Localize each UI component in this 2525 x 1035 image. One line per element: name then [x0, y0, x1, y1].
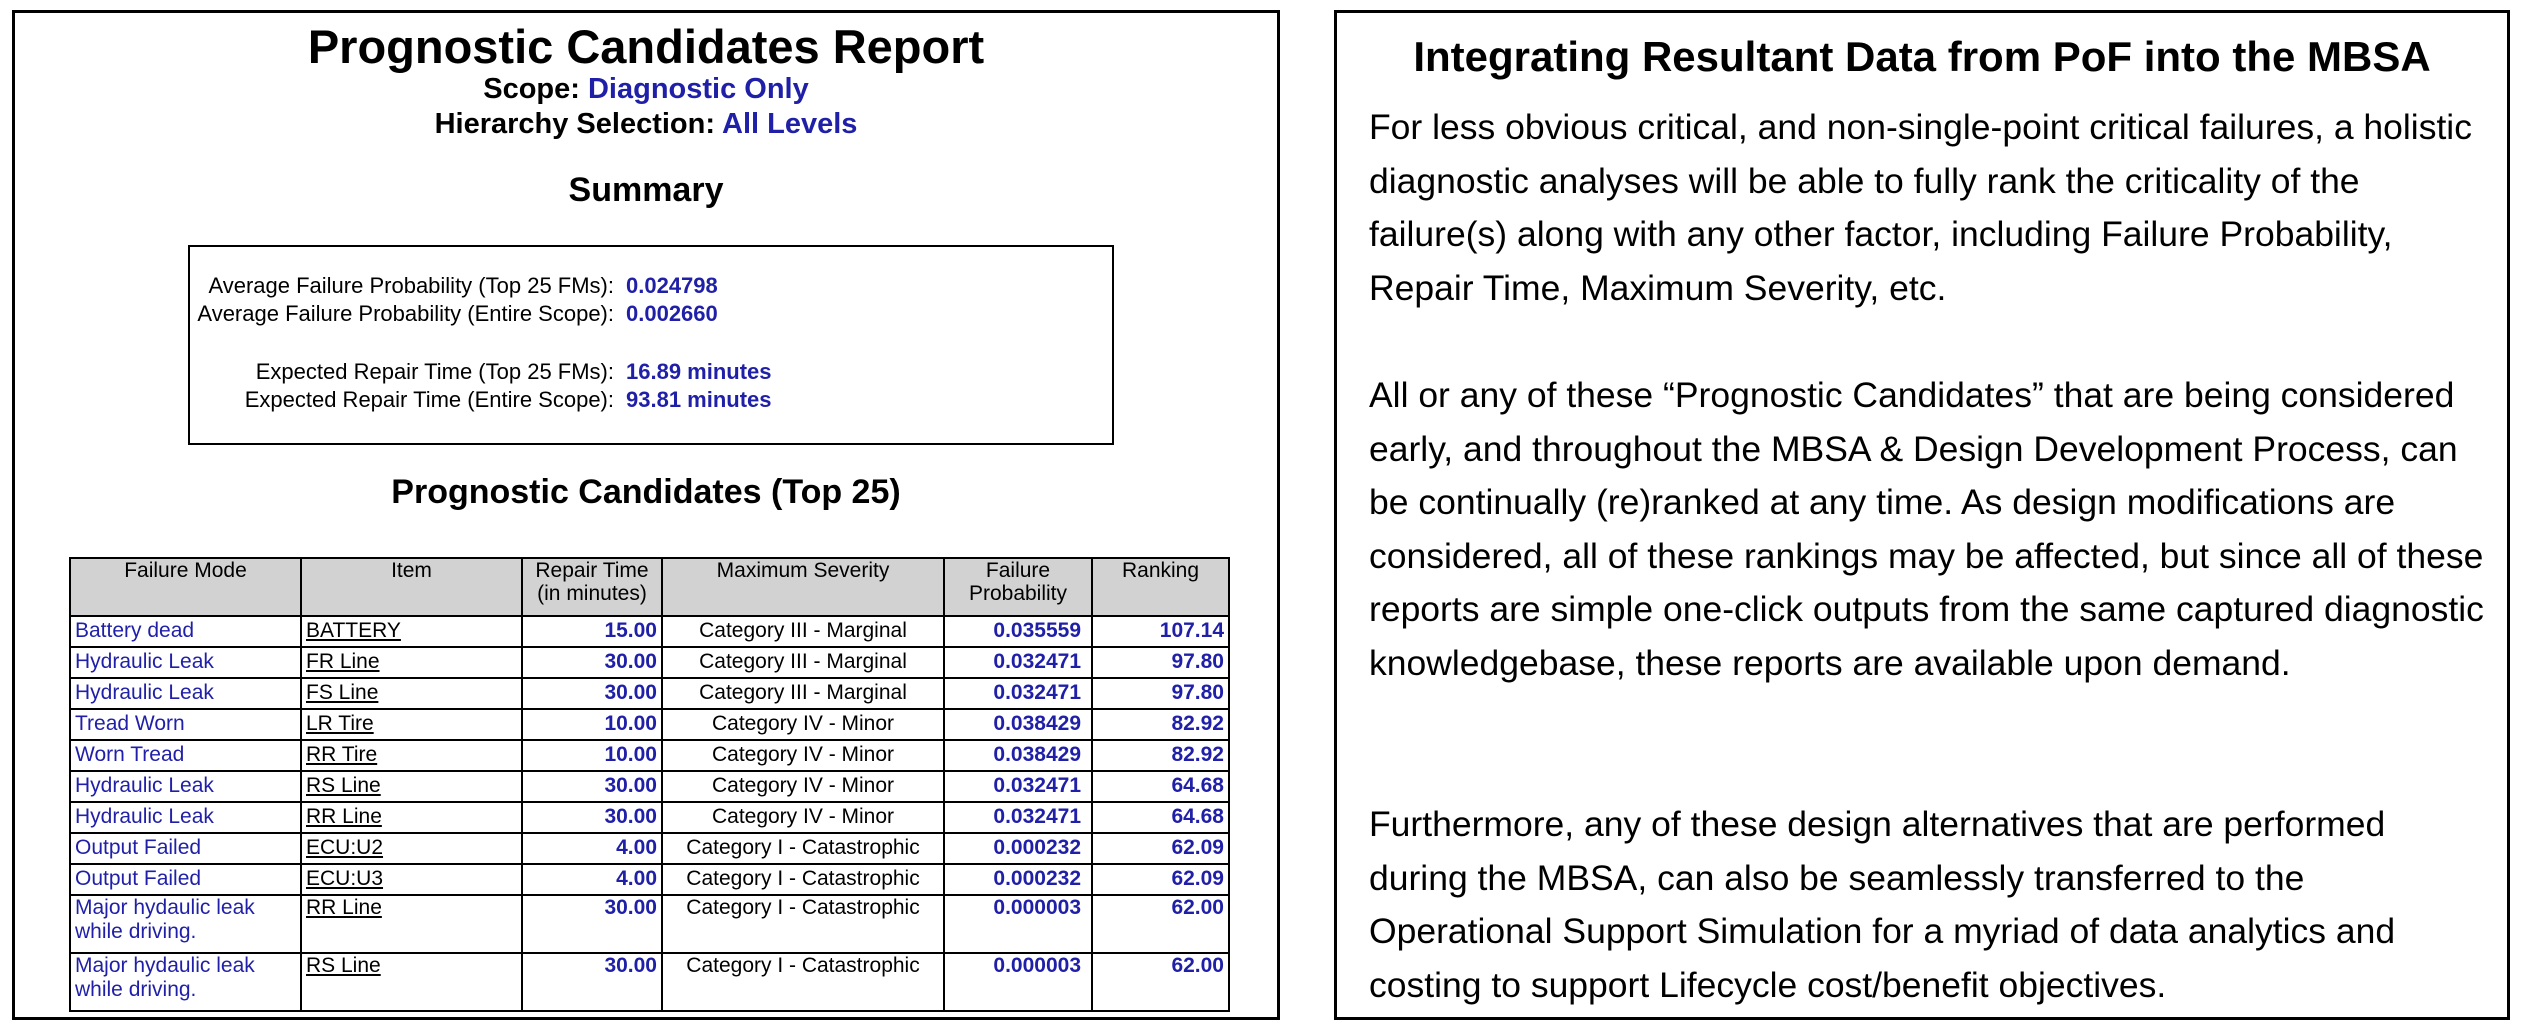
cell-item-link[interactable]: RR Line	[301, 802, 522, 833]
table-row	[70, 709, 1229, 740]
cell-repair-time: 30.00	[522, 895, 662, 953]
cell-probability: 0.000232	[944, 864, 1092, 895]
cell-item-link[interactable]: RR Tire	[301, 740, 522, 771]
cell-failure-mode[interactable]: Battery dead	[70, 616, 301, 647]
hierarchy-value: All Levels	[722, 108, 858, 140]
cell-probability: 0.000003	[944, 895, 1092, 953]
cell-failure-mode[interactable]: Major hydaulic leak while driving.	[70, 953, 301, 1011]
hierarchy-label: Hierarchy Selection:	[434, 108, 716, 140]
cell-severity: Category IV - Minor	[662, 740, 944, 771]
cell-item-link[interactable]: RR Line	[301, 895, 522, 953]
cell-repair-time: 30.00	[522, 647, 662, 678]
paragraph-design-alternatives: Furthermore, any of these design alternatives that are performed during the MBSA, can also be seamlessly transferred to the Operational Support Simulation for a myriad of data analytics and costing to support Lifecycle cost/benefit objectives.	[1369, 804, 2396, 1005]
table-row	[70, 953, 1229, 1011]
summary-label: Average Failure Probability (Entire Scope):	[197, 301, 614, 326]
cell-item-link[interactable]: RS Line	[301, 953, 522, 1011]
cell-severity: Category I - Catastrophic	[662, 895, 944, 953]
cell-ranking: 82.92	[1092, 740, 1229, 771]
cell-ranking: 64.68	[1092, 771, 1229, 802]
cell-ranking: 97.80	[1092, 678, 1229, 709]
cell-failure-mode[interactable]: Worn Tread	[70, 740, 301, 771]
cell-probability: 0.032471	[944, 647, 1092, 678]
cell-item-link[interactable]: RS Line	[301, 771, 522, 802]
cell-failure-mode[interactable]: Hydraulic Leak	[70, 647, 301, 678]
cell-severity: Category I - Catastrophic	[662, 953, 944, 1011]
table-row	[70, 740, 1229, 771]
summary-row	[190, 271, 1112, 301]
summary-heading: Summary	[568, 171, 724, 209]
cell-probability: 0.032471	[944, 771, 1092, 802]
summary-box	[188, 245, 1114, 445]
cell-probability: 0.038429	[944, 709, 1092, 740]
cell-ranking: 62.00	[1092, 953, 1229, 1011]
table-row	[70, 833, 1229, 864]
cell-repair-time: 30.00	[522, 678, 662, 709]
cell-ranking: 82.92	[1092, 709, 1229, 740]
cell-ranking: 62.09	[1092, 833, 1229, 864]
scope-label: Scope:	[483, 73, 580, 105]
text-panel-heading: Integrating Resultant Data from PoF into the MBSA	[1413, 33, 2431, 80]
column-header-maximum-severity: Maximum Severity	[662, 558, 944, 616]
cell-ranking: 64.68	[1092, 802, 1229, 833]
summary-label: Expected Repair Time (Top 25 FMs):	[255, 359, 614, 384]
cell-failure-mode[interactable]: Hydraulic Leak	[70, 771, 301, 802]
cell-severity: Category I - Catastrophic	[662, 864, 944, 895]
summary-row	[190, 299, 1112, 329]
prognostic-report-panel	[12, 10, 1280, 1020]
cell-severity: Category I - Catastrophic	[662, 833, 944, 864]
column-header-repair-time: Repair Time (in minutes)	[522, 558, 662, 616]
table-row	[70, 678, 1229, 709]
table-row	[70, 771, 1229, 802]
paragraph-prognostic-candidates: All or any of these “Prognostic Candidates” that are being considered early, and throughout the MBSA & Design Development Process, can be continually (re)ranked at any time. As design modifications are considered, all of these rankings may be affected, but since all of these reports are simple one-click outputs from the same captured diagnostic knowledgebase, these reports are available upon demand.	[1369, 375, 2484, 683]
cell-repair-time: 10.00	[522, 740, 662, 771]
paragraph-ranking-criticality: For less obvious critical, and non-single-point critical failures, a holistic diagnostic analyses will be able to fully rank the criticality of the failure(s) along with any other factor, including Failure Probability, Repair Time, Maximum Severity, etc.	[1369, 107, 2472, 308]
cell-ranking: 97.80	[1092, 647, 1229, 678]
cell-repair-time: 30.00	[522, 953, 662, 1011]
cell-ranking: 62.09	[1092, 864, 1229, 895]
cell-repair-time: 30.00	[522, 771, 662, 802]
table-row	[70, 647, 1229, 678]
cell-repair-time: 30.00	[522, 802, 662, 833]
cell-severity: Category III - Marginal	[662, 647, 944, 678]
cell-severity: Category IV - Minor	[662, 771, 944, 802]
cell-repair-time: 4.00	[522, 833, 662, 864]
cell-failure-mode[interactable]: Output Failed	[70, 833, 301, 864]
report-hierarchy	[15, 108, 1277, 141]
column-header-failure-probability: Failure Probability	[944, 558, 1092, 616]
cell-probability: 0.035559	[944, 616, 1092, 647]
summary-value: 0.024798	[626, 273, 718, 298]
summary-value: 93.81 minutes	[626, 387, 772, 412]
cell-severity: Category IV - Minor	[662, 802, 944, 833]
column-header-ranking: Ranking	[1092, 558, 1229, 616]
cell-probability: 0.032471	[944, 678, 1092, 709]
cell-severity: Category III - Marginal	[662, 678, 944, 709]
report-scope	[15, 73, 1277, 106]
scope-value: Diagnostic Only	[587, 73, 809, 105]
table-row	[70, 895, 1229, 953]
table-row	[70, 864, 1229, 895]
cell-repair-time: 10.00	[522, 709, 662, 740]
cell-repair-time: 15.00	[522, 616, 662, 647]
cell-probability: 0.000232	[944, 833, 1092, 864]
summary-row	[190, 357, 1112, 387]
cell-item-link[interactable]: LR Tire	[301, 709, 522, 740]
summary-label: Expected Repair Time (Entire Scope):	[244, 387, 614, 412]
cell-item-link[interactable]: FR Line	[301, 647, 522, 678]
summary-value: 16.89 minutes	[626, 359, 772, 384]
table-header-row	[70, 558, 1229, 616]
cell-item-link[interactable]: BATTERY	[301, 616, 522, 647]
summary-value: 0.002660	[626, 301, 718, 326]
summary-label: Average Failure Probability (Top 25 FMs):	[208, 273, 614, 298]
explanation-text-panel	[1334, 10, 2510, 1020]
candidates-table	[69, 557, 1230, 1012]
summary-row	[190, 385, 1112, 415]
cell-failure-mode[interactable]: Major hydaulic leak while driving.	[70, 895, 301, 953]
cell-failure-mode[interactable]: Output Failed	[70, 864, 301, 895]
table-row	[70, 616, 1229, 647]
candidates-heading: Prognostic Candidates (Top 25)	[391, 473, 901, 511]
cell-ranking: 107.14	[1092, 616, 1229, 647]
cell-severity: Category III - Marginal	[662, 616, 944, 647]
cell-item-link[interactable]: ECU:U2	[301, 833, 522, 864]
report-title: Prognostic Candidates Report	[307, 20, 985, 73]
cell-item-link[interactable]: ECU:U3	[301, 864, 522, 895]
cell-failure-mode[interactable]: Tread Worn	[70, 709, 301, 740]
cell-repair-time: 4.00	[522, 864, 662, 895]
cell-ranking: 62.00	[1092, 895, 1229, 953]
cell-probability: 0.000003	[944, 953, 1092, 1011]
cell-probability: 0.038429	[944, 740, 1092, 771]
cell-failure-mode[interactable]: Hydraulic Leak	[70, 678, 301, 709]
cell-item-link[interactable]: FS Line	[301, 678, 522, 709]
table-row	[70, 802, 1229, 833]
column-header-failure-mode: Failure Mode	[70, 558, 301, 616]
cell-failure-mode[interactable]: Hydraulic Leak	[70, 802, 301, 833]
cell-severity: Category IV - Minor	[662, 709, 944, 740]
cell-probability: 0.032471	[944, 802, 1092, 833]
column-header-item: Item	[301, 558, 522, 616]
